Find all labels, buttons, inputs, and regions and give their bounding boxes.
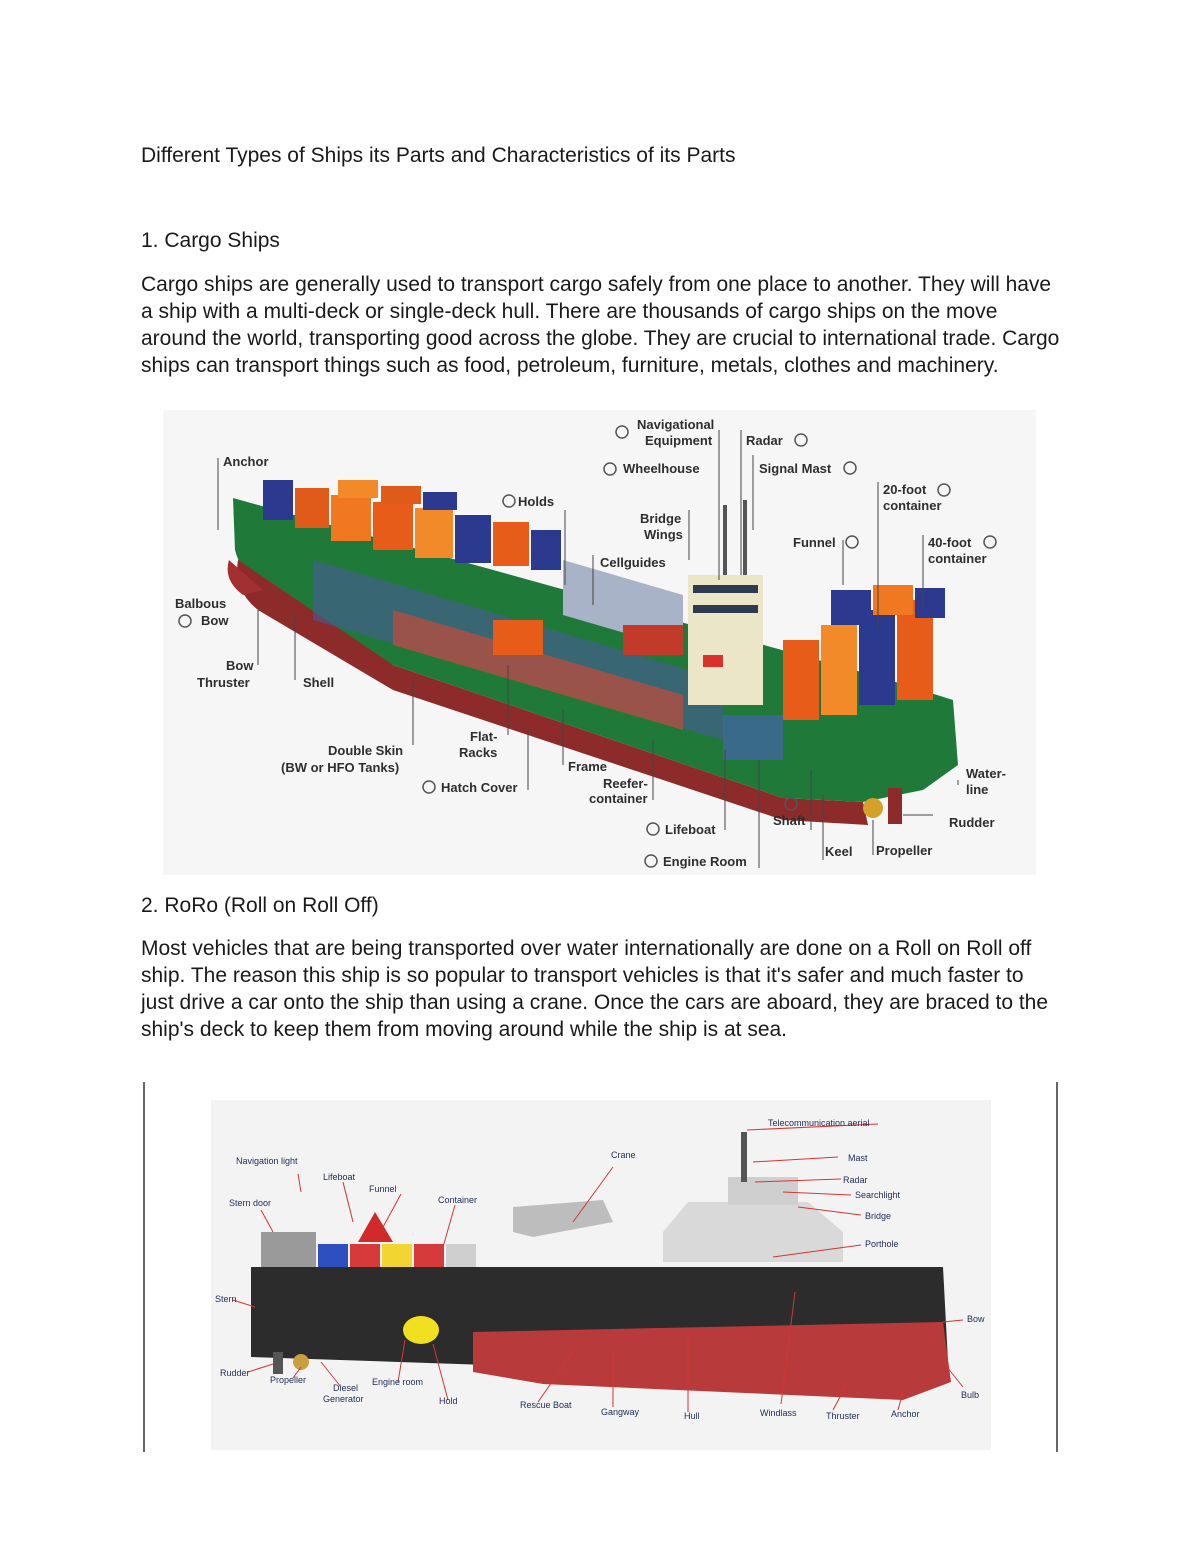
label-rescue-boat: Rescue Boat (520, 1400, 572, 1410)
label-funnel: Funnel (369, 1184, 397, 1194)
label-nav-1: Navigational (637, 417, 715, 432)
label-engine-room: Engine room (372, 1377, 424, 1387)
label-nav-2: Equipment (645, 433, 713, 448)
label-anchor: Anchor (223, 454, 269, 469)
label-radar: Radar (843, 1175, 868, 1185)
label-lifeboat: Lifeboat (665, 822, 716, 837)
label-bridge: Bridge (865, 1211, 892, 1221)
label-double-skin-2: (BW or HFO Tanks) (281, 760, 400, 775)
label-navigation-light: Navigation light (236, 1156, 298, 1166)
label-engine-room: Engine Room (663, 854, 747, 869)
label-porthole: Porthole (865, 1239, 899, 1249)
label-shaft: Shaft (773, 813, 806, 828)
label-40ft-2: container (928, 551, 987, 566)
label-bow: Bow (967, 1314, 985, 1324)
label-anchor: Anchor (891, 1409, 920, 1419)
label-40ft-1: 40-foot (928, 535, 972, 550)
label-rudder: Rudder (220, 1368, 250, 1378)
label-balbous-2: Bow (201, 613, 229, 628)
label-stern-door: Stern door (229, 1198, 272, 1208)
label-cellguides: Cellguides (600, 555, 666, 570)
label-telecom-aerial: Telecommunication aerial (768, 1118, 870, 1128)
label-crane: Crane (611, 1150, 636, 1160)
label-thruster-2: Thruster (197, 675, 250, 690)
label-windlass: Windlass (760, 1408, 797, 1418)
label-bulb: Bulb (961, 1390, 980, 1400)
label-bridge-2: Wings (644, 527, 683, 542)
label-mast: Mast (848, 1153, 868, 1163)
label-propeller: Propeller (270, 1375, 307, 1385)
label-reefer-2: container (589, 791, 648, 806)
label-diesel-2: Generator (323, 1394, 364, 1404)
label-reefer-1: Reefer- (603, 776, 648, 791)
label-thruster: Thruster (826, 1411, 860, 1421)
label-stern: Stern (215, 1294, 237, 1304)
label-radar: Radar (746, 433, 783, 448)
label-frame: Frame (568, 759, 608, 774)
label-propeller: Propeller (876, 843, 933, 858)
label-flat-1: Flat- (470, 729, 498, 744)
label-hull: Hull (684, 1411, 700, 1421)
label-balbous-1: Balbous (175, 596, 227, 611)
label-waterline-1: Water- (966, 766, 1006, 781)
label-keel: Keel (825, 844, 853, 859)
roro-ship-diagram (143, 1082, 1058, 1452)
label-double-skin-1: Double Skin (328, 743, 404, 758)
section-heading-cargo: 1. Cargo Ships (141, 229, 280, 252)
section-heading-roro: 2. RoRo (Roll on Roll Off) (141, 894, 379, 917)
label-thruster-1: Bow (226, 658, 254, 673)
cargo-ship-diagram (163, 410, 1036, 875)
section-paragraph-cargo: Cargo ships are generally used to transport cargo safely from one place to another. They will have a ship with a multi-deck or single-deck hull. There are thousands of cargo ships on the move around the world, transporting good across the globe. They are crucial to international trade. Cargo ships can transport things such as food, petroleum, furniture, metals, clothes and machinery. (141, 273, 1060, 377)
label-flat-2: Racks (459, 745, 498, 760)
section-paragraph-roro: Most vehicles that are being transported over water internationally are done on a Roll on Roll off ship. The reason this ship is so popular to transport vehicles is that it's safer and much faster to just drive a car onto the ship than using a crane. Once the cars are aboard, they are braced to the ship's deck to keep them from moving around while the ship is at sea. (141, 937, 1049, 1041)
label-20ft-2: container (883, 498, 942, 513)
label-20ft-1: 20-foot (883, 482, 927, 497)
label-wheelhouse: Wheelhouse (623, 461, 700, 476)
label-shell: Shell (303, 675, 335, 690)
label-waterline-2: line (966, 782, 989, 797)
label-diesel-1: Diesel (333, 1383, 359, 1393)
document-title: Different Types of Ships its Parts and Characteristics of its Parts (141, 144, 736, 167)
label-hatch-cover: Hatch Cover (441, 780, 518, 795)
label-funnel: Funnel (793, 535, 836, 550)
label-lifeboat: Lifeboat (323, 1172, 356, 1182)
label-container: Container (438, 1195, 478, 1205)
label-bridge-1: Bridge (640, 511, 682, 526)
label-signal-mast: Signal Mast (759, 461, 832, 476)
label-searchlight: Searchlight (855, 1190, 901, 1200)
label-holds: Holds (518, 494, 555, 509)
label-rudder: Rudder (949, 815, 995, 830)
label-hold: Hold (439, 1396, 458, 1406)
label-gangway: Gangway (601, 1407, 640, 1417)
